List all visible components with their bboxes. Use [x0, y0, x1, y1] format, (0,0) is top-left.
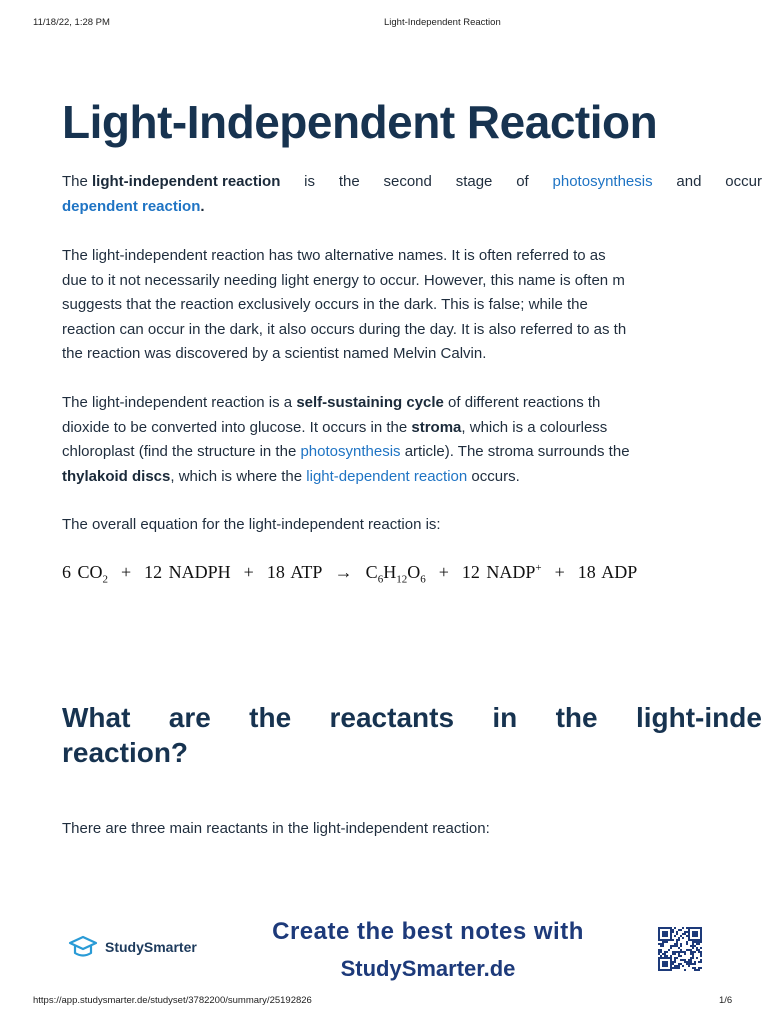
term-thylakoid-discs: thylakoid discs [62, 467, 171, 485]
term-stroma: stroma [411, 418, 462, 436]
heading-word: the [249, 702, 292, 733]
intro-paragraph: The light-independent reaction is the second stage of photosynthesis and occur dependent reaction. [62, 170, 762, 219]
text-line: suggests that the reaction exclusively occurs in the dark. This is false; while the [62, 296, 588, 313]
link-light-dependent-reaction[interactable]: dependent reaction [62, 197, 201, 215]
page-title: Light-Independent Reaction [62, 96, 658, 148]
print-url: https://app.studysmarter.de/studyset/3782200/summary/25192826 [33, 995, 312, 1006]
term-light-independent-reaction: light-independent reaction [92, 173, 281, 190]
graduation-cap-icon [68, 934, 98, 960]
promo-headline: Create the best notes with [272, 918, 584, 945]
link-light-dependent-reaction[interactable]: light-dependent reaction [306, 467, 468, 485]
text-line: reaction can occur in the dark, it also occurs during the day. It is also referred to as th [62, 320, 627, 338]
term-self-sustaining-cycle: self-sustaining cycle [296, 394, 444, 411]
text-line: the reaction was discovered by a scientist named Melvin Calvin. [62, 345, 487, 362]
heading-word: What [62, 702, 131, 733]
studysmarter-logo[interactable] [68, 934, 197, 960]
section-heading-reactants: What are the reactants in the light-inde reaction? [62, 702, 762, 768]
heading-word: are [168, 702, 211, 733]
equation-intro: The overall equation for the light-independent reaction is: [62, 516, 441, 533]
print-page-number: 1/6 [719, 995, 733, 1006]
text-line: The light-independent reaction has two alternative names. It is often referred to as [62, 247, 606, 264]
promo-banner[interactable] [238, 915, 618, 989]
qr-code-icon[interactable] [658, 927, 702, 971]
heading-word: light-inde [635, 702, 762, 733]
heading-word: reactants [329, 702, 455, 733]
text-line: due to it not necessarily needing light energy to occur. However, this name is often m [62, 271, 625, 289]
link-photosynthesis[interactable]: photosynthesis [552, 173, 653, 190]
heading-word: in [492, 702, 518, 733]
promo-site: StudySmarter.de [340, 956, 516, 981]
logo-text: StudySmarter [105, 939, 197, 955]
print-page-title: Light-Independent Reaction [384, 17, 501, 28]
alternative-names-paragraph [62, 244, 762, 367]
print-datetime: 11/18/22, 1:28 PM [33, 17, 110, 28]
reactants-intro: There are three main reactants in the light-independent reaction: [62, 820, 490, 837]
overall-equation: 6 $CO_2 + 12$ NADPH + 18 ATP → $C_6H_{12}O_6 + 12$ NADP+ + 18 ADP [62, 562, 638, 586]
link-photosynthesis[interactable]: photosynthesis [300, 443, 401, 460]
heading-word: the [555, 702, 598, 733]
cycle-paragraph: The light-independent reaction is a self-sustaining cycle of different reactions th dioxide to be converted into glucose. It occurs in the stroma, which is a colourless chloroplast (find the structure in the photosynthesis article). The stroma surrounds the thylakoid discs, which is where the light-dependent reaction occurs. [62, 394, 630, 485]
